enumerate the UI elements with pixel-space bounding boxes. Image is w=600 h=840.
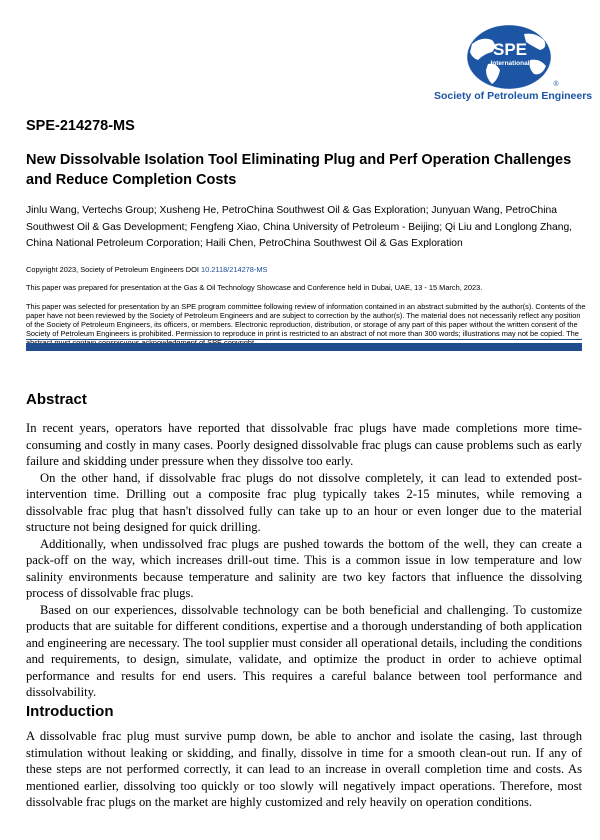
presentation-note: This paper was prepared for presentation at the Gas & Oil Technology Showcase and Conference held in Dubai, UAE, 13 - 15 March, 2023. (26, 283, 483, 292)
paper-title: New Dissolvable Isolation Tool Eliminating Plug and Perf Operation Challenges and Reduce Completion Costs (26, 152, 572, 188)
introduction-paragraph: A dissolvable frac plug must survive pump down, be able to anchor and isolate the casing, last through stimulation without leaking or skidding, and finally, dissolve in time for a smooth clean-out run. If any of these steps are not performed correctly, it can lead to an increase in overall completion time and costs. As mentioned earlier, dissolving too quickly or too slowly will negatively impact operations. Therefore, most dissolvable frac plugs on the market are highly customized and rely heavily on operation conditions. (26, 729, 582, 809)
spe-logo (434, 24, 593, 108)
abstract-paragraph: On the other hand, if dissolvable frac plugs do not dissolve completely, it can lead to extended post-intervention time. Drilling out a composite frac plug typically takes 2-15 minutes, while removing a dissolvable frac plug that hasn't dissolved fully can take up to an hour or even longer due to the material structure not being designed for quick drilling. (26, 470, 582, 534)
copyright-line (26, 265, 586, 274)
logo-mark-text: SPE (492, 40, 528, 59)
author-list: Jinlu Wang, Vertechs Group; Xusheng He, PetroChina Southwest Oil & Gas Exploration; Junyuan Wang, PetroChina Southwest Oil & Gas Development; Fengfeng Xiao, China University of Petroleum - Beijing; Qi Liu and Longlong Zhang, China National Petroleum Corporation; Haili Chen, PetroChina Southwest Oil & Gas Exploration (26, 205, 573, 249)
copyright-text: Copyright 2023, Society of Petroleum Engineers DOI (26, 265, 202, 274)
spe-globe-icon (452, 24, 566, 90)
paper-id: SPE-214278-MS (26, 118, 135, 134)
introduction-heading: Introduction (26, 703, 114, 720)
society-name: Society of Petroleum Engineers (434, 90, 593, 102)
disclaimer: This paper was selected for presentation by an SPE program committee following review of information contained in an abstract submitted by the author(s). Contents of the paper have not been reviewed by the Society of Petroleum Engineers and are subject to correction by the author(s). The material does not necessarily reflect any position of the Society of Petroleum Engineers, its officers, or members. Electronic reproduction, distribution, or storage of any part of this paper without the written consent of the Society of Petroleum Engineers is prohibited. Permission to reproduce in print is restricted to an abstract of not more than 300 words; illustrations may not be copied. The (26, 302, 586, 338)
introduction-body (26, 728, 582, 811)
doi-link[interactable]: 10.2118/214278-MS (201, 265, 268, 274)
divider-thin (26, 339, 582, 340)
logo-sub-text: International (490, 60, 530, 67)
abstract-paragraph: In recent years, operators have reported that dissolvable frac plugs have made completions more time-consuming and costly in many cases. Poorly designed dissolvable frac plugs can cause problems such as early failure and skidding under pressure when they dissolve too early. (26, 421, 582, 468)
divider-thick (26, 343, 582, 351)
abstract-paragraph: Based on our experiences, dissolvable technology can be both beneficial and challenging. To customize products that are suitable for different conditions, expertise and a thorough understanding of both application and engineering are necessary. The tool supplier must consider all operational details, including the conditions and requirements, to design, simulate, validate, and optimize the product in order to achieve optimal performance and results for end users. This requires a careful balance between tool performance and dissolvability. (26, 602, 582, 699)
abstract-paragraph: Additionally, when undissolved frac plugs are pushed towards the bottom of the well, they can create a pack-off on the way, which increases drill-out time. This is a common issue in low temperature and low salinity environments because temperature and salinity are two key factors that influence the dissolving process of dissolvable frac plugs. (26, 536, 582, 600)
abstract-body (26, 420, 582, 701)
logo-registered-mark: ® (553, 81, 559, 88)
abstract-heading: Abstract (26, 391, 87, 408)
